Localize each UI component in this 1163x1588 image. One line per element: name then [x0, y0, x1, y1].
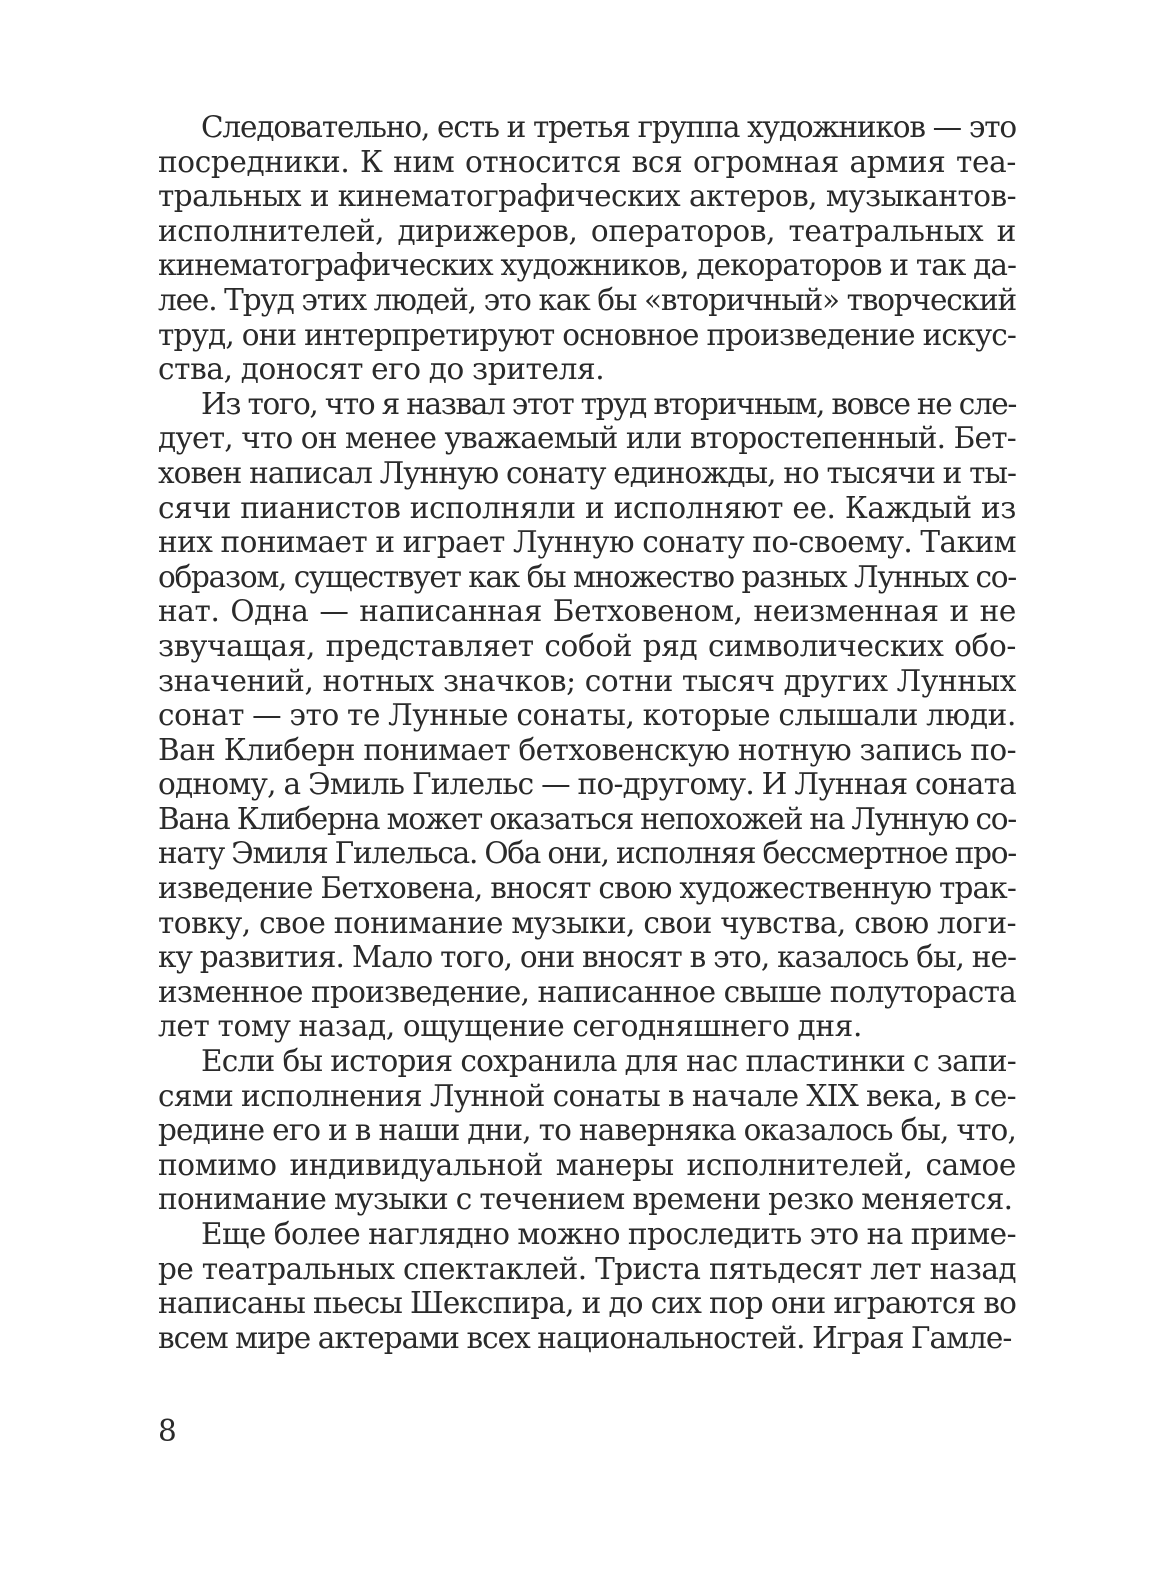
text-line: изменное произведение, написанное свыше полутораста [158, 974, 1016, 1009]
text-line: Если бы история сохранила для нас пластинки с запи- [201, 1044, 1016, 1079]
text-line: написаны пьесы Шекспира, и до сих пор они играются во [158, 1286, 1016, 1321]
text-line: сячи пианистов исполняли и исполняют ее. Каждый из [158, 490, 1016, 525]
text-line: ре театральных спектаклей. Триста пятьдесят лет назад [158, 1251, 1016, 1286]
text-line: них понимает и играет Лунную сонату по-своему. Таким [158, 525, 1016, 560]
text-line: ку развития. Мало того, они вносят в это, казалось бы, не- [158, 940, 1016, 975]
text-line: одному, а Эмиль Гилельс — по-другому. И Лунная соната [158, 767, 1016, 802]
text-line: ховен написал Лунную сонату единожды, но тысячи и ты- [158, 455, 1016, 490]
text-line: сонат — это те Лунные сонаты, которые слышали люди. [158, 698, 1016, 733]
text-line: ства, доносят его до зрителя. [158, 352, 605, 387]
text-line: Еще более наглядно можно проследить это на приме- [201, 1217, 1016, 1251]
text-line: образом, существует как бы множество разных Лунных со- [158, 559, 1016, 594]
text-line: посредники. К ним относится вся огромная армия теа- [158, 144, 1016, 179]
text-line: сями исполнения Лунной сонаты в начале XIX века, в се- [158, 1078, 1016, 1113]
text-line: понимание музыки с течением времени резко меняется. [158, 1182, 1013, 1217]
text-line: звучащая, представляет собой ряд символических обо- [158, 628, 1016, 663]
body-text [158, 110, 1016, 1355]
paragraph [158, 110, 1016, 387]
text-line: редине его и в наши дни, то наверняка оказалось бы, что, [158, 1113, 1016, 1148]
text-line: лее. Труд этих людей, это как бы «вторичный» творческий [158, 282, 1016, 317]
text-line: лет тому назад, ощущение сегодняшнего дня. [158, 1009, 862, 1044]
text-line: кинематографических художников, декораторов и так да- [158, 248, 1016, 283]
text-line: нату Эмиля Гилельса. Оба они, исполняя бессмертное про- [158, 836, 1016, 871]
text-line: тральных и кинематографических актеров, музыкантов- [158, 179, 1016, 214]
text-line: изведение Бетховена, вносят свою художественную трак- [158, 871, 1016, 906]
text-line: труд, они интерпретируют основное произведение искус- [158, 317, 1016, 352]
text-line: нат. Одна — написанная Бетховеном, неизменная и не [158, 594, 1016, 629]
text-line: товку, свое понимание музыки, свои чувства, свою логи- [158, 905, 1016, 940]
text-line: Следовательно, есть и третья группа художников — это [201, 110, 1016, 144]
text-line: Ван Клиберн понимает бетховенскую нотную запись по- [158, 732, 1016, 767]
text-line: исполнителей, дирижеров, операторов, театральных и [158, 213, 1016, 248]
text-line: Из того, что я назвал этот труд вторичным, вовсе не сле- [201, 386, 1016, 421]
text-line: дует, что он менее уважаемый или второстепенный. Бет- [158, 421, 1016, 456]
text-line: значений, нотных значков; сотни тысяч других Лунных [158, 663, 1016, 698]
paragraph [158, 1044, 1016, 1217]
page-number: 8 [158, 1414, 177, 1448]
paragraph [158, 387, 1016, 1044]
text-line: Вана Клиберна может оказаться непохожей на Лунную со- [158, 801, 1016, 836]
paragraph [158, 1217, 1016, 1355]
text-line: помимо индивидуальной манеры исполнителей, самое [158, 1147, 1016, 1182]
text-line: всем мире актерами всех национальностей. Играя Гамле- [158, 1320, 1012, 1355]
